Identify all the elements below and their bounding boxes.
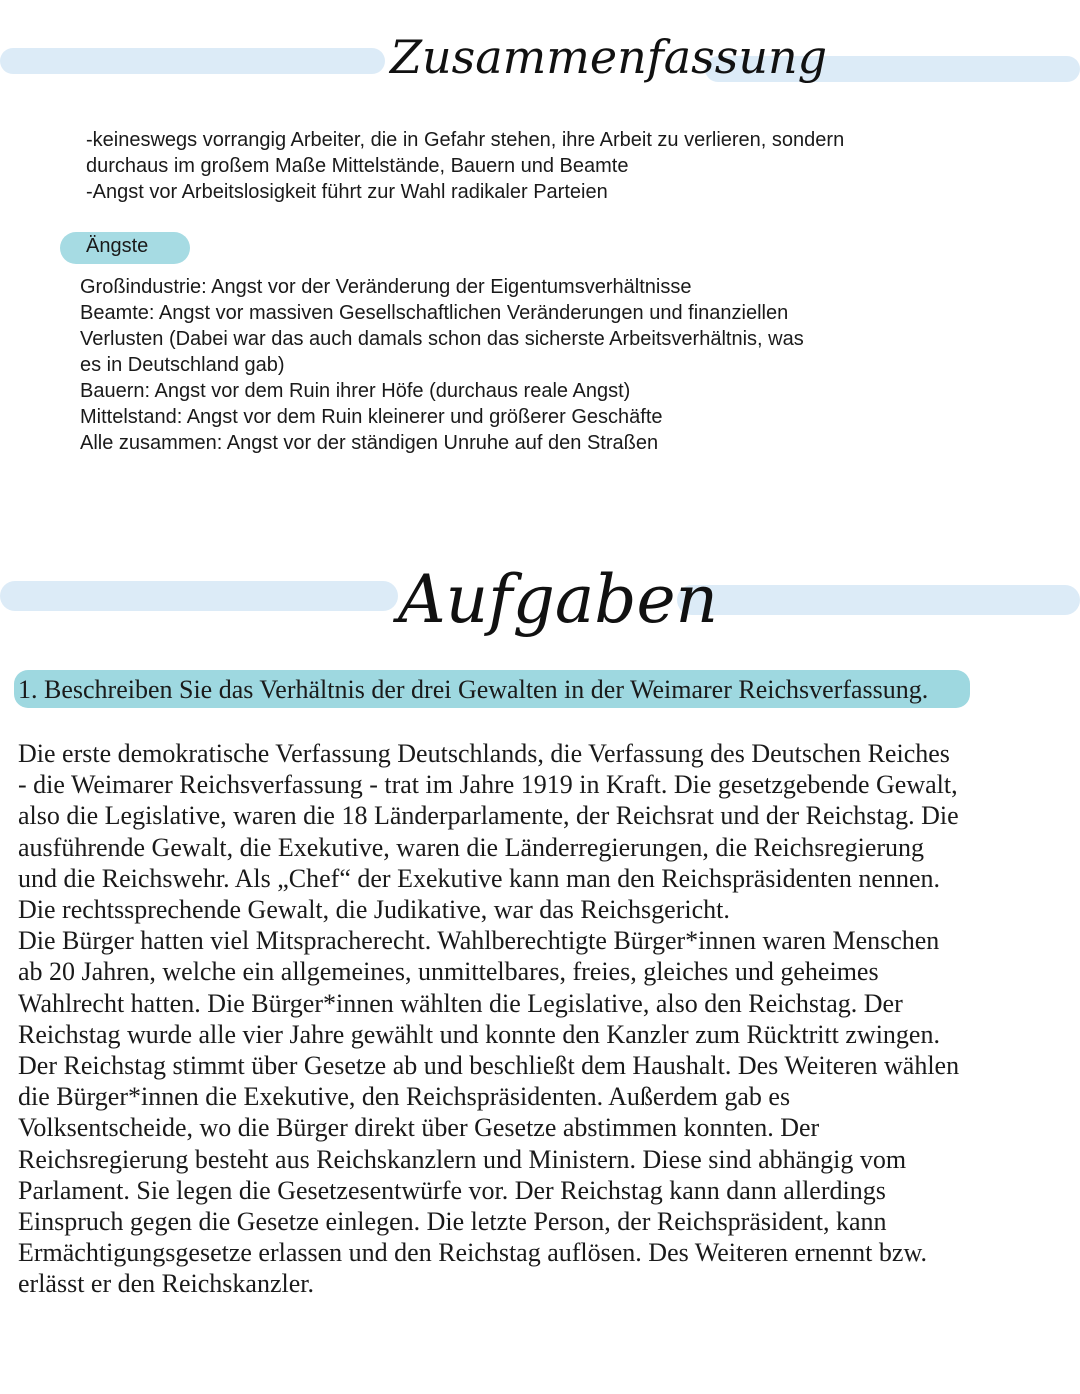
answer-line: Reichsregierung besteht aus Reichskanzlern und Ministern. Diese sind abhängig vom [18,1144,907,1174]
answer-line: - die Weimarer Reichsverfassung - trat im Jahre 1919 in Kraft. Die gesetzgebende Gewalt, [18,770,958,800]
answer-line: Ermächtigungsgesetze erlassen und den Reichstag auflösen. Des Weiteren ernennt bzw. [18,1238,928,1268]
fear-line: Bauern: Angst vor dem Ruin ihrer Höfe (durchaus reale Angst) [80,380,631,402]
tasks-bar-left [0,581,398,611]
answer-line: also die Legislative, waren die 18 Länderparlamente, der Reichsrat und der Reichstag. Die [18,801,959,831]
answer-line: erlässt er den Reichskanzler. [18,1269,314,1299]
answer-line: Die Bürger hatten viel Mitspracherecht. Wahlberechtigte Bürger*innen waren Menschen [18,926,940,956]
answer-line: Reichstag wurde alle vier Jahre gewählt und konnte den Kanzler zum Rücktritt zwingen. [18,1019,940,1049]
answer-line: und die Reichswehr. Als „Chef“ der Exekutive kann man den Reichspräsidenten nennen. [18,863,941,893]
fear-line: Großindustrie: Angst vor der Veränderung der Eigentumsverhältnisse [80,276,692,298]
summary-title: Zusammenfassung [390,30,828,84]
answer-line: ausführende Gewalt, die Exekutive, waren die Länderregierungen, die Reichsregierung [18,832,925,862]
fear-line: Verlusten (Dabei war das auch damals schon das sicherste Arbeitsverhältnis, was [80,328,804,350]
answer-line: ab 20 Jahren, welche ein allgemeines, unmittelbares, freies, gleiches und geheimes [18,957,879,987]
answer-line: Einspruch gegen die Gesetze einlegen. Die letzte Person, der Reichspräsident, kann [18,1207,887,1237]
answer-line: Parlament. Sie legen die Gesetzesentwürfe vor. Der Reichstag kann dann allerdings [18,1175,886,1205]
answer-line: die Bürger*innen die Exekutive, den Reichspräsidenten. Außerdem gab es [18,1082,791,1112]
summary-line: -Angst vor Arbeitslosigkeit führt zur Wahl radikaler Parteien [86,181,608,203]
fears-label: Ängste [86,235,149,257]
answer-line: Die rechtssprechende Gewalt, die Judikative, war das Reichsgericht. [18,895,730,925]
fear-line: es in Deutschland gab) [80,354,285,376]
tasks-title: Aufgaben [398,561,719,638]
answer-line: Die erste demokratische Verfassung Deutschlands, die Verfassung des Deutschen Reiches [18,739,950,768]
answer-line: Der Reichstag stimmt über Gesetze ab und beschließt dem Haushalt. Des Weiteren wählen [18,1051,960,1081]
task-1-answer [18,738,1068,1300]
answer-line: Wahlrecht hatten. Die Bürger*innen wählten die Legislative, also den Reichstag. Der [18,988,903,1018]
fear-line: Mittelstand: Angst vor dem Ruin kleinerer und größerer Geschäfte [80,406,663,428]
summary-line: durchaus im großem Maße Mittelstände, Bauern und Beamte [86,155,629,177]
fear-line: Beamte: Angst vor massiven Gesellschaftlichen Veränderungen und finanziellen [80,302,789,324]
task-1-question: 1. Beschreiben Sie das Verhältnis der drei Gewalten in der Weimarer Reichsverfassung. [18,675,929,704]
tasks-bar-right [677,585,1080,615]
header-bar-left [0,48,385,74]
summary-line: -keineswegs vorrangig Arbeiter, die in Gefahr stehen, ihre Arbeit zu verlieren, sondern [86,129,845,151]
answer-line: Volksentscheide, wo die Bürger direkt über Gesetze abstimmen konnten. Der [18,1113,820,1143]
fear-line: Alle zusammen: Angst vor der ständigen Unruhe auf den Straßen [80,432,659,454]
